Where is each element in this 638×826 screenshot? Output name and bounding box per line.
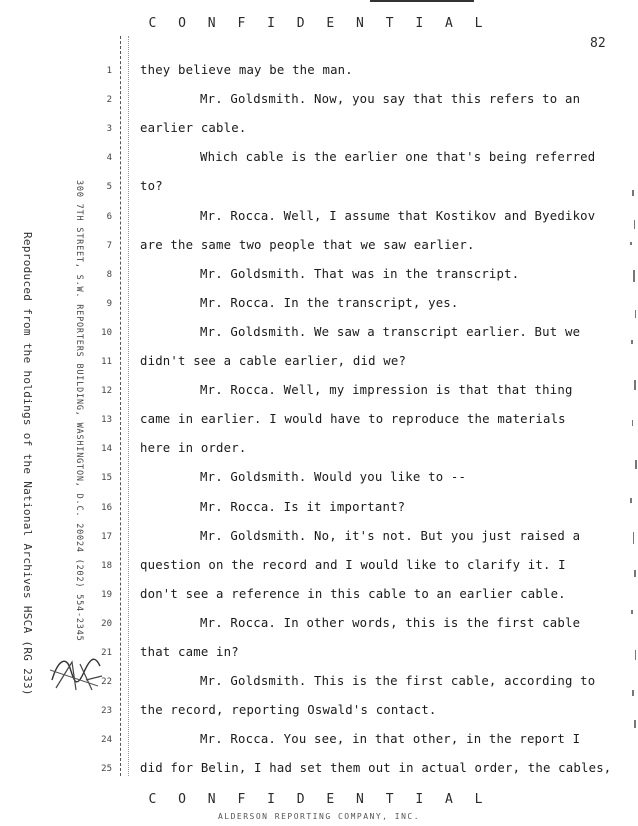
line-number: 9 [106, 298, 112, 309]
transcript-line: Mr. Goldsmith. That was in the transcript. [200, 266, 520, 281]
confidential-header: C O N F I D E N T I A L [148, 16, 490, 31]
line-number: 13 [101, 415, 112, 426]
transcript-line: Mr. Rocca. Is it important? [200, 499, 406, 514]
transcript-line: Mr. Rocca. Well, my impression is that that thing [200, 383, 573, 398]
line-number: 14 [101, 444, 112, 455]
left-margin-rule [120, 36, 122, 776]
transcript-line: came in earlier. I would have to reproduce the materials [140, 412, 566, 427]
line-number: 24 [101, 735, 112, 746]
line-number: 6 [106, 211, 112, 222]
line-number: 8 [106, 269, 112, 280]
transcript-line: Mr. Goldsmith. No, it's not. But you just raised a [200, 528, 581, 543]
transcript-line: are the same two people that we saw earlier. [140, 237, 475, 252]
line-number: 17 [101, 531, 112, 542]
transcript-line: don't see a reference in this cable to an earlier cable. [140, 586, 566, 601]
reporting-company: ALDERSON REPORTING COMPANY, INC. [217, 812, 421, 821]
transcript-line: Mr. Rocca. Well, I assume that Kostikov and Byedikov [200, 208, 596, 223]
line-number: 22 [101, 677, 112, 688]
transcript-line: Mr. Rocca. In other words, this is the first cable [200, 615, 581, 630]
line-number: 3 [106, 124, 112, 135]
line-number: 21 [101, 648, 112, 658]
transcript-line: that came in? [140, 645, 239, 659]
line-number: 15 [101, 473, 112, 484]
transcript-line: Mr. Goldsmith. Would you like to -- [200, 470, 467, 485]
line-number: 7 [106, 240, 112, 251]
transcript-line: earlier cable. [140, 121, 247, 136]
scan-edge-noise [624, 180, 638, 740]
line-number: 23 [101, 706, 112, 717]
line-number: 2 [106, 95, 112, 106]
line-number: 16 [101, 502, 112, 513]
reporters-address: 300 7TH STREET, S.W. REPORTERS BUILDING, WASHINGTON, D.C. 20024 (202) 554-2345 [74, 180, 84, 642]
transcript-line: didn't see a cable earlier, did we? [140, 354, 407, 368]
archives-reproduction-note: Reproduced from the holdings of the National Archives HSCA (RG 233) [21, 232, 34, 696]
transcript-line: Which cable is the earlier one that's being referred [200, 150, 596, 165]
confidential-footer: C O N F I D E N T I A L [148, 792, 490, 807]
line-number: 5 [106, 182, 112, 193]
transcript-line: Mr. Goldsmith. Now, you say that this refers to an [200, 92, 581, 107]
line-number: 20 [101, 618, 112, 629]
transcript-line: they believe may be the man. [140, 63, 353, 77]
line-number: 1 [106, 66, 112, 76]
line-number: 10 [101, 327, 112, 338]
left-margin-rule-secondary [128, 36, 130, 776]
transcript-line: to? [140, 179, 163, 194]
line-number: 12 [101, 386, 112, 397]
transcript-line: Mr. Goldsmith. This is the first cable, according to [200, 674, 596, 689]
line-number: 19 [101, 589, 112, 600]
top-edge-mark [370, 0, 474, 2]
transcript-line: question on the record and I would like to clarify it. I [140, 557, 566, 572]
page-number: 82 [590, 36, 606, 51]
transcript-line: Mr. Rocca. You see, in that other, in the report I [200, 732, 581, 747]
transcript-line: Mr. Rocca. In the transcript, yes. [200, 295, 459, 310]
line-number: 4 [106, 153, 112, 164]
line-number: 11 [101, 357, 112, 367]
transcript-line: Mr. Goldsmith. We saw a transcript earlier. But we [200, 324, 581, 339]
transcript-line: the record, reporting Oswald's contact. [140, 703, 437, 718]
transcript-line: here in order. [140, 441, 247, 456]
line-number: 25 [101, 764, 112, 775]
transcript-line: did for Belin, I had set them out in actual order, the cables, [140, 761, 612, 776]
line-number: 18 [101, 560, 112, 571]
